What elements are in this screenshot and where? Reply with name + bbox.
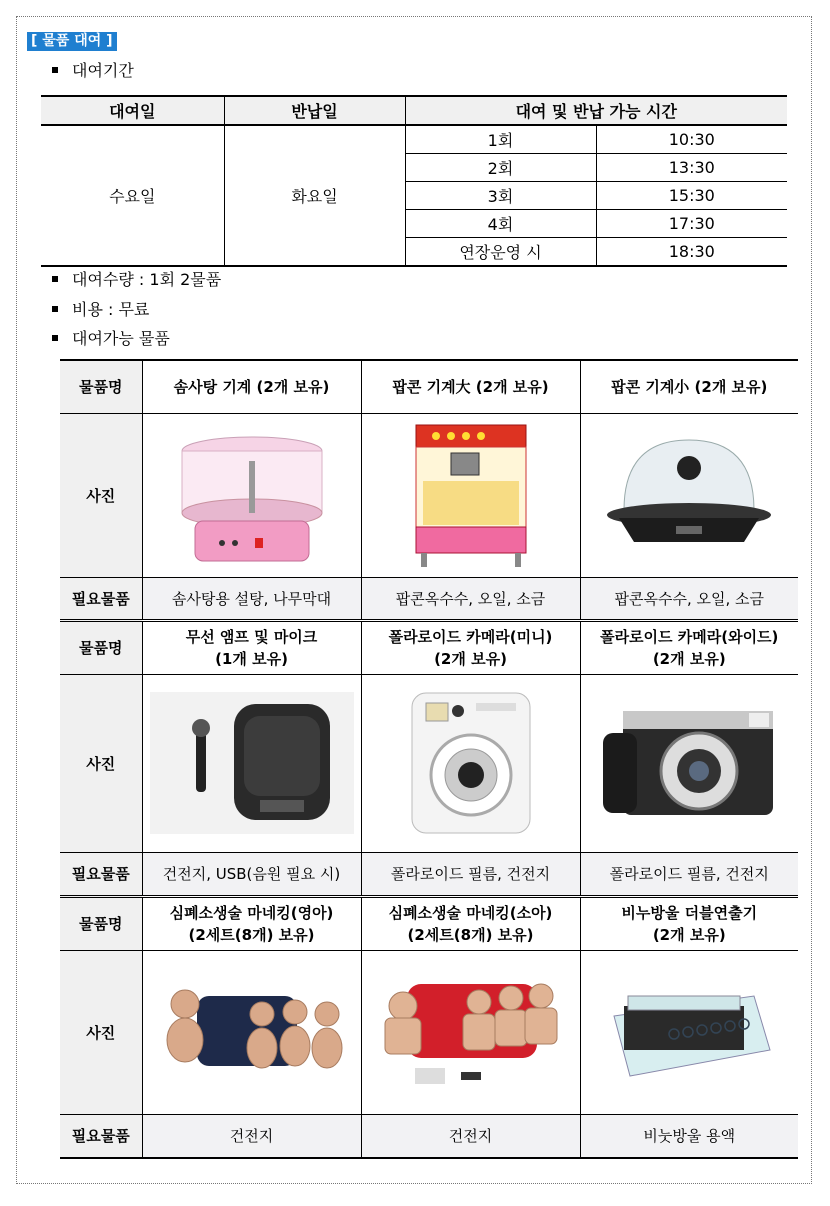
slot-time: 10:30 [596,125,787,154]
schedule-row [41,125,787,154]
slot-label: 3회 [405,182,596,210]
bullet-period [52,61,134,81]
item-required: 건전지 [361,1114,580,1158]
item-name-row [60,620,798,674]
bullet-square-icon [52,306,58,312]
item-name: 심폐소생술 마네킹(소아) (2세트(8개) 보유) [361,896,580,950]
bullet-text: 대여가능 물품 [72,329,170,348]
cpr-infant-manikin-icon [157,982,347,1082]
slot-time: 15:30 [596,182,787,210]
item-name: 폴라로이드 카메라(와이드) (2개 보유) [580,620,798,674]
item-required-row [60,577,798,620]
item-required: 폴라로이드 필름, 건전지 [361,852,580,896]
item-required-row [60,852,798,896]
item-photo [580,674,798,852]
label-photo: 사진 [60,413,142,577]
label-name: 물품명 [60,620,142,674]
slot-label: 2회 [405,154,596,182]
label-required: 필요물품 [60,852,142,896]
bullet-text: 대여수량 : 1회 2물품 [72,270,222,289]
instant-camera-wide-icon [599,693,779,833]
item-required: 팝콘옥수수, 오일, 소금 [580,577,798,620]
slot-time: 17:30 [596,210,787,238]
item-name: 팝콘 기계小 (2개 보유) [580,360,798,413]
slot-time: 13:30 [596,154,787,182]
slot-label: 연장운영 시 [405,238,596,267]
item-name-row [60,360,798,413]
bubble-machine-icon [604,976,774,1088]
slot-label: 1회 [405,125,596,154]
bullet-square-icon [52,335,58,341]
item-required-row [60,1114,798,1158]
instant-camera-mini-icon [406,689,536,837]
popcorn-machine-small-icon [604,430,774,560]
header-return-day: 반납일 [224,96,405,125]
schedule-header-row [41,96,787,125]
amp-mic-icon [150,692,354,834]
slot-time: 18:30 [596,238,787,267]
rent-day-cell: 수요일 [41,125,224,266]
item-photo [580,413,798,577]
item-required: 솜사탕용 설탕, 나무막대 [142,577,361,620]
item-name: 심폐소생술 마네킹(영아) (2세트(8개) 보유) [142,896,361,950]
item-photo [361,950,580,1114]
item-name-row [60,896,798,950]
item-photo-row [60,413,798,577]
bullet-cost [52,300,149,320]
item-photo [361,413,580,577]
label-name: 물품명 [60,360,142,413]
label-required: 필요물품 [60,577,142,620]
label-photo: 사진 [60,674,142,852]
item-required: 폴라로이드 필름, 건전지 [580,852,798,896]
item-photo [142,413,361,577]
bullet-text: 대여기간 [72,61,134,80]
header-rent-day: 대여일 [41,96,224,125]
item-required: 건전지 [142,1114,361,1158]
items-table [60,359,798,1159]
bullet-square-icon [52,67,58,73]
item-required: 비눗방울 용액 [580,1114,798,1158]
item-photo-row [60,950,798,1114]
item-photo [361,674,580,852]
item-photo [142,950,361,1114]
header-time: 대여 및 반납 가능 시간 [405,96,787,125]
slot-label: 4회 [405,210,596,238]
item-name: 팝콘 기계大 (2개 보유) [361,360,580,413]
label-required: 필요물품 [60,1114,142,1158]
item-name: 폴라로이드 카메라(미니) (2개 보유) [361,620,580,674]
cotton-candy-machine-icon [177,421,327,569]
cpr-child-manikin-icon [381,974,561,1090]
label-photo: 사진 [60,950,142,1114]
item-name: 무선 앰프 및 마이크 (1개 보유) [142,620,361,674]
item-photo-row [60,674,798,852]
bullet-square-icon [52,276,58,282]
section-title: [ 물품 대여 ] [27,32,117,51]
bullet-quantity [52,270,221,290]
return-day-cell: 화요일 [224,125,405,266]
item-name: 솜사탕 기계 (2개 보유) [142,360,361,413]
item-photo [580,950,798,1114]
schedule-table [41,95,787,267]
item-name: 비누방울 더블연출기 (2개 보유) [580,896,798,950]
bullet-text: 비용 : 무료 [72,300,150,319]
popcorn-machine-large-icon [411,421,531,569]
item-required: 건전지, USB(음원 필요 시) [142,852,361,896]
bullet-available [52,329,170,349]
item-photo [142,674,361,852]
label-name: 물품명 [60,896,142,950]
item-required: 팝콘옥수수, 오일, 소금 [361,577,580,620]
